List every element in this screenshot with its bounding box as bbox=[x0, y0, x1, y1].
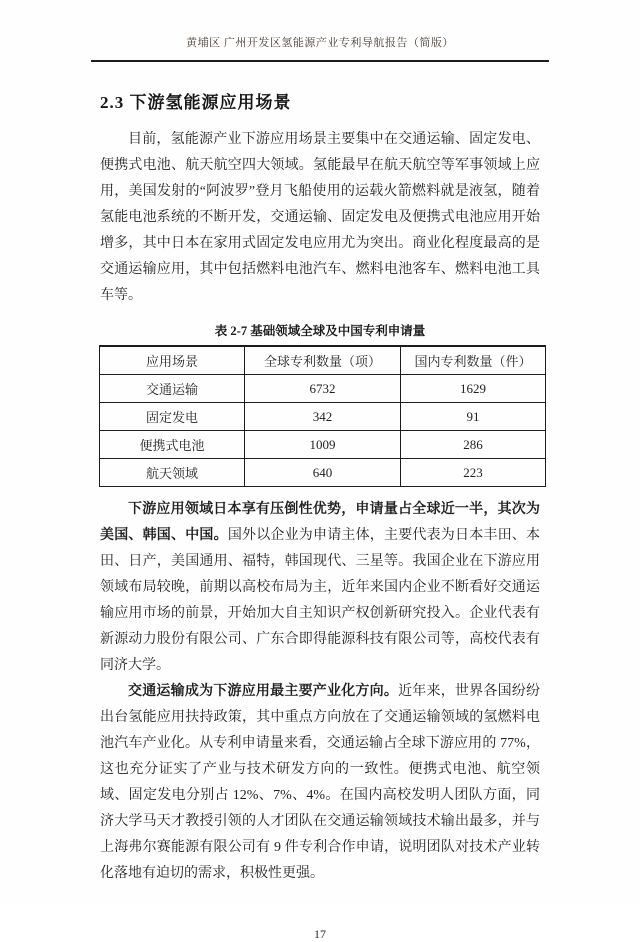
column-header-domestic-patents: 国内专利数量（件） bbox=[401, 346, 546, 375]
table-caption: 表 2-7 基础领域全球及中国专利申请量 bbox=[214, 324, 426, 339]
table-cell: 342 bbox=[245, 403, 401, 431]
table-cell: 6732 bbox=[245, 375, 401, 403]
paragraph-intro bbox=[100, 127, 540, 309]
paragraph-downstream-body: 国外以企业为申请主体，主要代表为日本丰田、本田、日产，美国通用、福特，韩国现代、三星等。我国企业在下游应用领域布局较晚，前期以高校布局为主，近年来国内企业不断看好交通运输应用市场的前景，开始加大自主知识产权创新研究投入。企业代表有新源动力股份有限公司、广东合即得能源科技有限公司等，高校代表有同济大学。 bbox=[100, 528, 541, 674]
paragraph-transport-direction bbox=[100, 679, 540, 887]
table-cell: 640 bbox=[245, 459, 401, 487]
paragraph-transport-body: 近年来，世界各国纷纷出台氢能应用扶持政策，其中重点方向放在了交通运输领域的氢燃料电池汽车产业化。从专利申请量来看，交通运输占全球下游应用的 77%，这也充分证实了产业与技术研发方向的一致性。便携式电池、航空领域、固定发电分别占 12%、7%、4%。在国内高校发明人团队方面，同济大学马天才教授引领的人才团队在交通运输领域技术输出最多，并与上海弗尔赛能源有限公司有 9 件专利合作申请，说明团队对技术产业转化落地有迫切的需求，积极性更强。 bbox=[100, 684, 541, 882]
table-row bbox=[100, 375, 546, 403]
table-cell: 286 bbox=[401, 431, 546, 459]
table-row bbox=[100, 431, 546, 459]
paragraph-downstream-advantage bbox=[100, 497, 540, 679]
table-cell: 1009 bbox=[245, 431, 401, 459]
patent-application-table bbox=[99, 345, 546, 487]
page-content bbox=[100, 34, 540, 942]
paragraph-downstream-bold-lead: 下游应用领域日本享有压倒性优势，申请量占全球近一半，其次为美国、韩国、中国。 bbox=[100, 502, 540, 544]
page-header-title: 黄埔区 广州开发区氢能源产业专利导航报告（简版） bbox=[186, 37, 454, 49]
section-heading: 2.3 下游氢能源应用场景 bbox=[100, 93, 292, 112]
table-cell: 固定发电 bbox=[100, 403, 245, 431]
table-row bbox=[100, 459, 546, 487]
table-cell: 航天领域 bbox=[100, 459, 245, 487]
table-cell: 1629 bbox=[401, 375, 546, 403]
table-cell: 223 bbox=[401, 459, 546, 487]
column-header-application-scene: 应用场景 bbox=[100, 346, 245, 375]
page-number: 17 bbox=[314, 927, 326, 942]
column-header-global-patents: 全球专利数量（项） bbox=[245, 346, 401, 375]
table-cell: 交通运输 bbox=[100, 375, 245, 403]
table-cell: 91 bbox=[401, 403, 546, 431]
table-row bbox=[100, 403, 546, 431]
table-cell: 便携式电池 bbox=[100, 431, 245, 459]
table-header-row bbox=[100, 346, 546, 375]
paragraph-intro-text: 目前，氢能源产业下游应用场景主要集中在交通运输、固定发电、便携式电池、航天航空四大领域。氢能最早在航天航空等军事领域上应用，美国发射的“阿波罗”登月飞船使用的运载火箭燃料就是液氢，随着氢能电池系统的不断开发，交通运输、固定发电及便携式电池应用开始增多，其中日本在家用式固定发电应用尤为突出。商业化程度最高的是交通运输应用，其中包括燃料电池汽车、燃料电池客车、燃料电池工具车等。 bbox=[100, 132, 540, 304]
paragraph-transport-bold-lead: 交通运输成为下游应用最主要产业化方向。 bbox=[128, 684, 399, 700]
header-rule-divider bbox=[91, 60, 549, 62]
